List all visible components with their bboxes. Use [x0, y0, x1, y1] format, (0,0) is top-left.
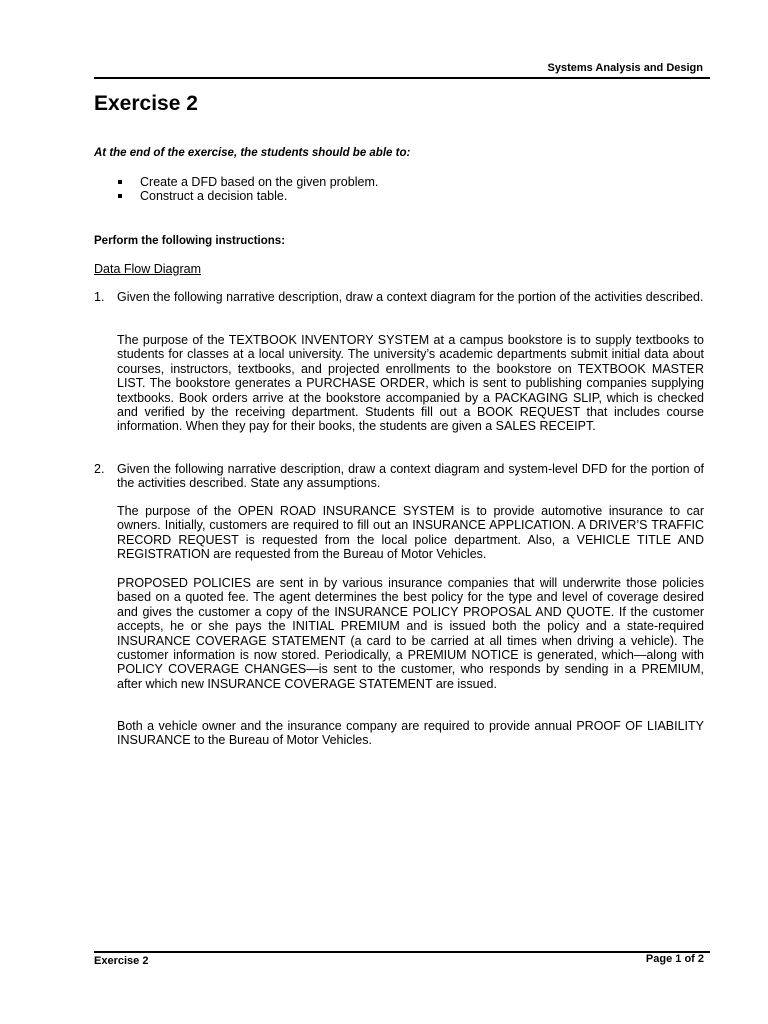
item-number: 2.	[94, 462, 105, 476]
footer-rule	[94, 951, 710, 953]
objectives-list	[118, 175, 378, 203]
page-title: Exercise 2	[94, 92, 198, 115]
objective-item: Construct a decision table.	[118, 189, 378, 203]
header-rule	[94, 77, 710, 79]
item-prompt: Given the following narrative description, draw a context diagram and system-level DFD for the portion of the activities described. State any assumptions.	[117, 462, 704, 491]
item-paragraph: PROPOSED POLICIES are sent in by various insurance companies that will underwrite those policies based on a quoted fee. The agent determines the best policy for the type and level of coverage desired and gives the customer a copy of the INSURANCE POLICY PROPOSAL AND QUOTE. If the customer accepts, he or she pays the INITIAL PREMIUM and is issued both the policy and a state-required INSURANCE COVERAGE STATEMENT (a card to be carried at all times when driving a vehicle). The customer information is now stored. Periodically, a PREMIUM NOTICE is generated, which—along with POLICY COVERAGE CHANGES—is sent to the customer, who responds by sending in a PREMIUM, after which new INSURANCE COVERAGE STATEMENT are issued.	[117, 576, 704, 691]
objectives-intro: At the end of the exercise, the students should be able to:	[94, 147, 411, 159]
instructions-heading: Perform the following instructions:	[94, 235, 286, 247]
item-paragraph: The purpose of the OPEN ROAD INSURANCE SYSTEM is to provide automotive insurance to car owners. Initially, customers are required to fill out an INSURANCE APPLICATION. A DRIVER’S TRAFFIC RECORD REQUEST is requested from the local police department. Also, a VEHICLE TITLE AND REGISTRATION are requested from the Bureau of Motor Vehicles.	[117, 504, 704, 562]
item-number: 1.	[94, 290, 105, 304]
item-paragraph: The purpose of the TEXTBOOK INVENTORY SYSTEM at a campus bookstore is to supply textbooks to students for classes at a local university. The university’s academic departments submit initial data about courses, instructors, textbooks, and projected enrollments to the bookstore on TEXTBOOK MASTER LIST. The bookstore generates a PURCHASE ORDER, which is sent to publishing companies supplying textbooks. Book orders arrive at the bookstore accompanied by a PACKAGING SLIP, which is checked and verified by the receiving department. Students fill out a BOOK REQUEST that includes course information. When they pay for their books, the students are given a SALES RECEIPT.	[117, 333, 704, 434]
header-course-title: Systems Analysis and Design	[547, 62, 703, 74]
item-paragraph: Both a vehicle owner and the insurance company are required to provide annual PROOF OF LIABILITY INSURANCE to the Bureau of Motor Vehicles.	[117, 719, 704, 748]
page-number: Page 1 of 2	[645, 953, 704, 965]
footer-left-text: Exercise 2	[94, 955, 149, 967]
section-heading: Data Flow Diagram	[94, 262, 201, 276]
objective-item: Create a DFD based on the given problem.	[118, 175, 378, 189]
item-prompt: Given the following narrative description, draw a context diagram for the portion of the activities described.	[117, 290, 704, 304]
